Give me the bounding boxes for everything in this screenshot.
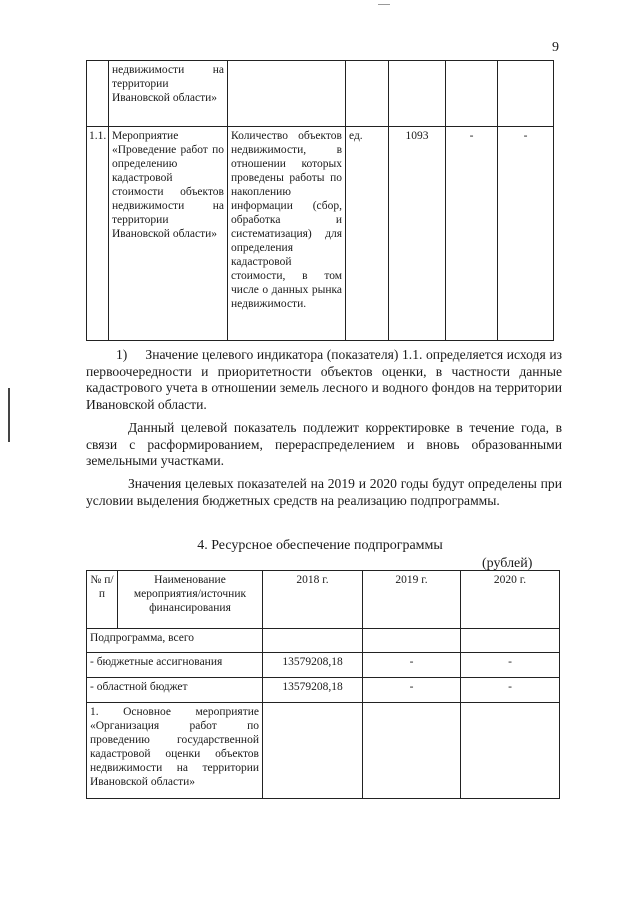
header-2018: 2018 г. (263, 571, 363, 629)
cell-2018: 1093 (389, 127, 446, 341)
table-row (87, 629, 560, 653)
table-row (87, 653, 560, 678)
currency-unit: (рублей) (482, 556, 533, 571)
cell-name: Мероприятие «Проведение работ по определению кадастровой стоимости объектов недвижимости на территории Ивановской области» (109, 127, 228, 341)
table-row (87, 678, 560, 703)
section-title: 4. Ресурсное обеспечение подпрограммы (197, 538, 443, 553)
row-2020 (461, 629, 560, 653)
cell-unit (346, 61, 389, 127)
paragraph-future-values: Значения целевых показателей на 2019 и 2020 годы будут определены при условии выделения бюджетных средств на реализацию подпрограммы. (86, 476, 562, 508)
cell-name: недвижимости на территории Ивановской области» (109, 61, 228, 127)
row-2020 (461, 703, 560, 799)
resource-table (86, 570, 560, 799)
cell-2019: - (446, 127, 498, 341)
cell-indicator (228, 61, 346, 127)
resource-header-row (87, 571, 560, 629)
cell-unit: ед. (346, 127, 389, 341)
indicator-continuation-row (87, 61, 554, 127)
row-name: - бюджетные ассигнования (87, 653, 263, 678)
page-number: 9 (552, 40, 559, 55)
cell-num: 1.1. (87, 127, 109, 341)
cell-2018 (389, 61, 446, 127)
row-name: 1. Основное мероприятие «Организация работ по проведению государственной кадастровой оценки объектов недвижимости на территории Ивановской области» (87, 703, 263, 799)
cell-indicator: Количество объектов недвижимости, в отношении которых проведены работы по накоплению информации (сбор, обработка и систематизация) для определения кадастровой стоимости, в том числе о данных рынка недвижимости. (228, 127, 346, 341)
row-2020: - (461, 678, 560, 703)
cell-2020: - (498, 127, 554, 341)
paragraph-indicator-note: 1) Значение целевого индикатора (показателя) 1.1. определяется исходя из первоочередности и приоритетности объектов оценки, в частности данные кадастрового учета в отношении земель лесного и водного фондов на территории Ивановской области. (86, 347, 562, 412)
row-name: - областной бюджет (87, 678, 263, 703)
header-name: Наименование мероприятия/источник финансирования (118, 571, 263, 629)
row-2019: - (363, 653, 461, 678)
cell-2020 (498, 61, 554, 127)
cell-num (87, 61, 109, 127)
indicator-table (86, 60, 554, 341)
table-row (87, 703, 560, 799)
paragraph-correction-note: Данный целевой показатель подлежит корректировке в течение года, в связи с расформированием, перераспределением и вновь образованными земельными участками. (86, 420, 562, 469)
header-2020: 2020 г. (461, 571, 560, 629)
scan-mark-left (8, 388, 10, 442)
row-2020: - (461, 653, 560, 678)
header-2019: 2019 г. (363, 571, 461, 629)
row-2018: 13579208,18 (263, 678, 363, 703)
row-2018 (263, 629, 363, 653)
row-2019 (363, 629, 461, 653)
cell-2019 (446, 61, 498, 127)
row-2018: 13579208,18 (263, 653, 363, 678)
header-num: № п/п (87, 571, 118, 629)
row-2018 (263, 703, 363, 799)
scan-mark-top (378, 4, 390, 5)
row-2019: - (363, 678, 461, 703)
indicator-row (87, 127, 554, 341)
row-name: Подпрограмма, всего (87, 629, 263, 653)
row-2019 (363, 703, 461, 799)
